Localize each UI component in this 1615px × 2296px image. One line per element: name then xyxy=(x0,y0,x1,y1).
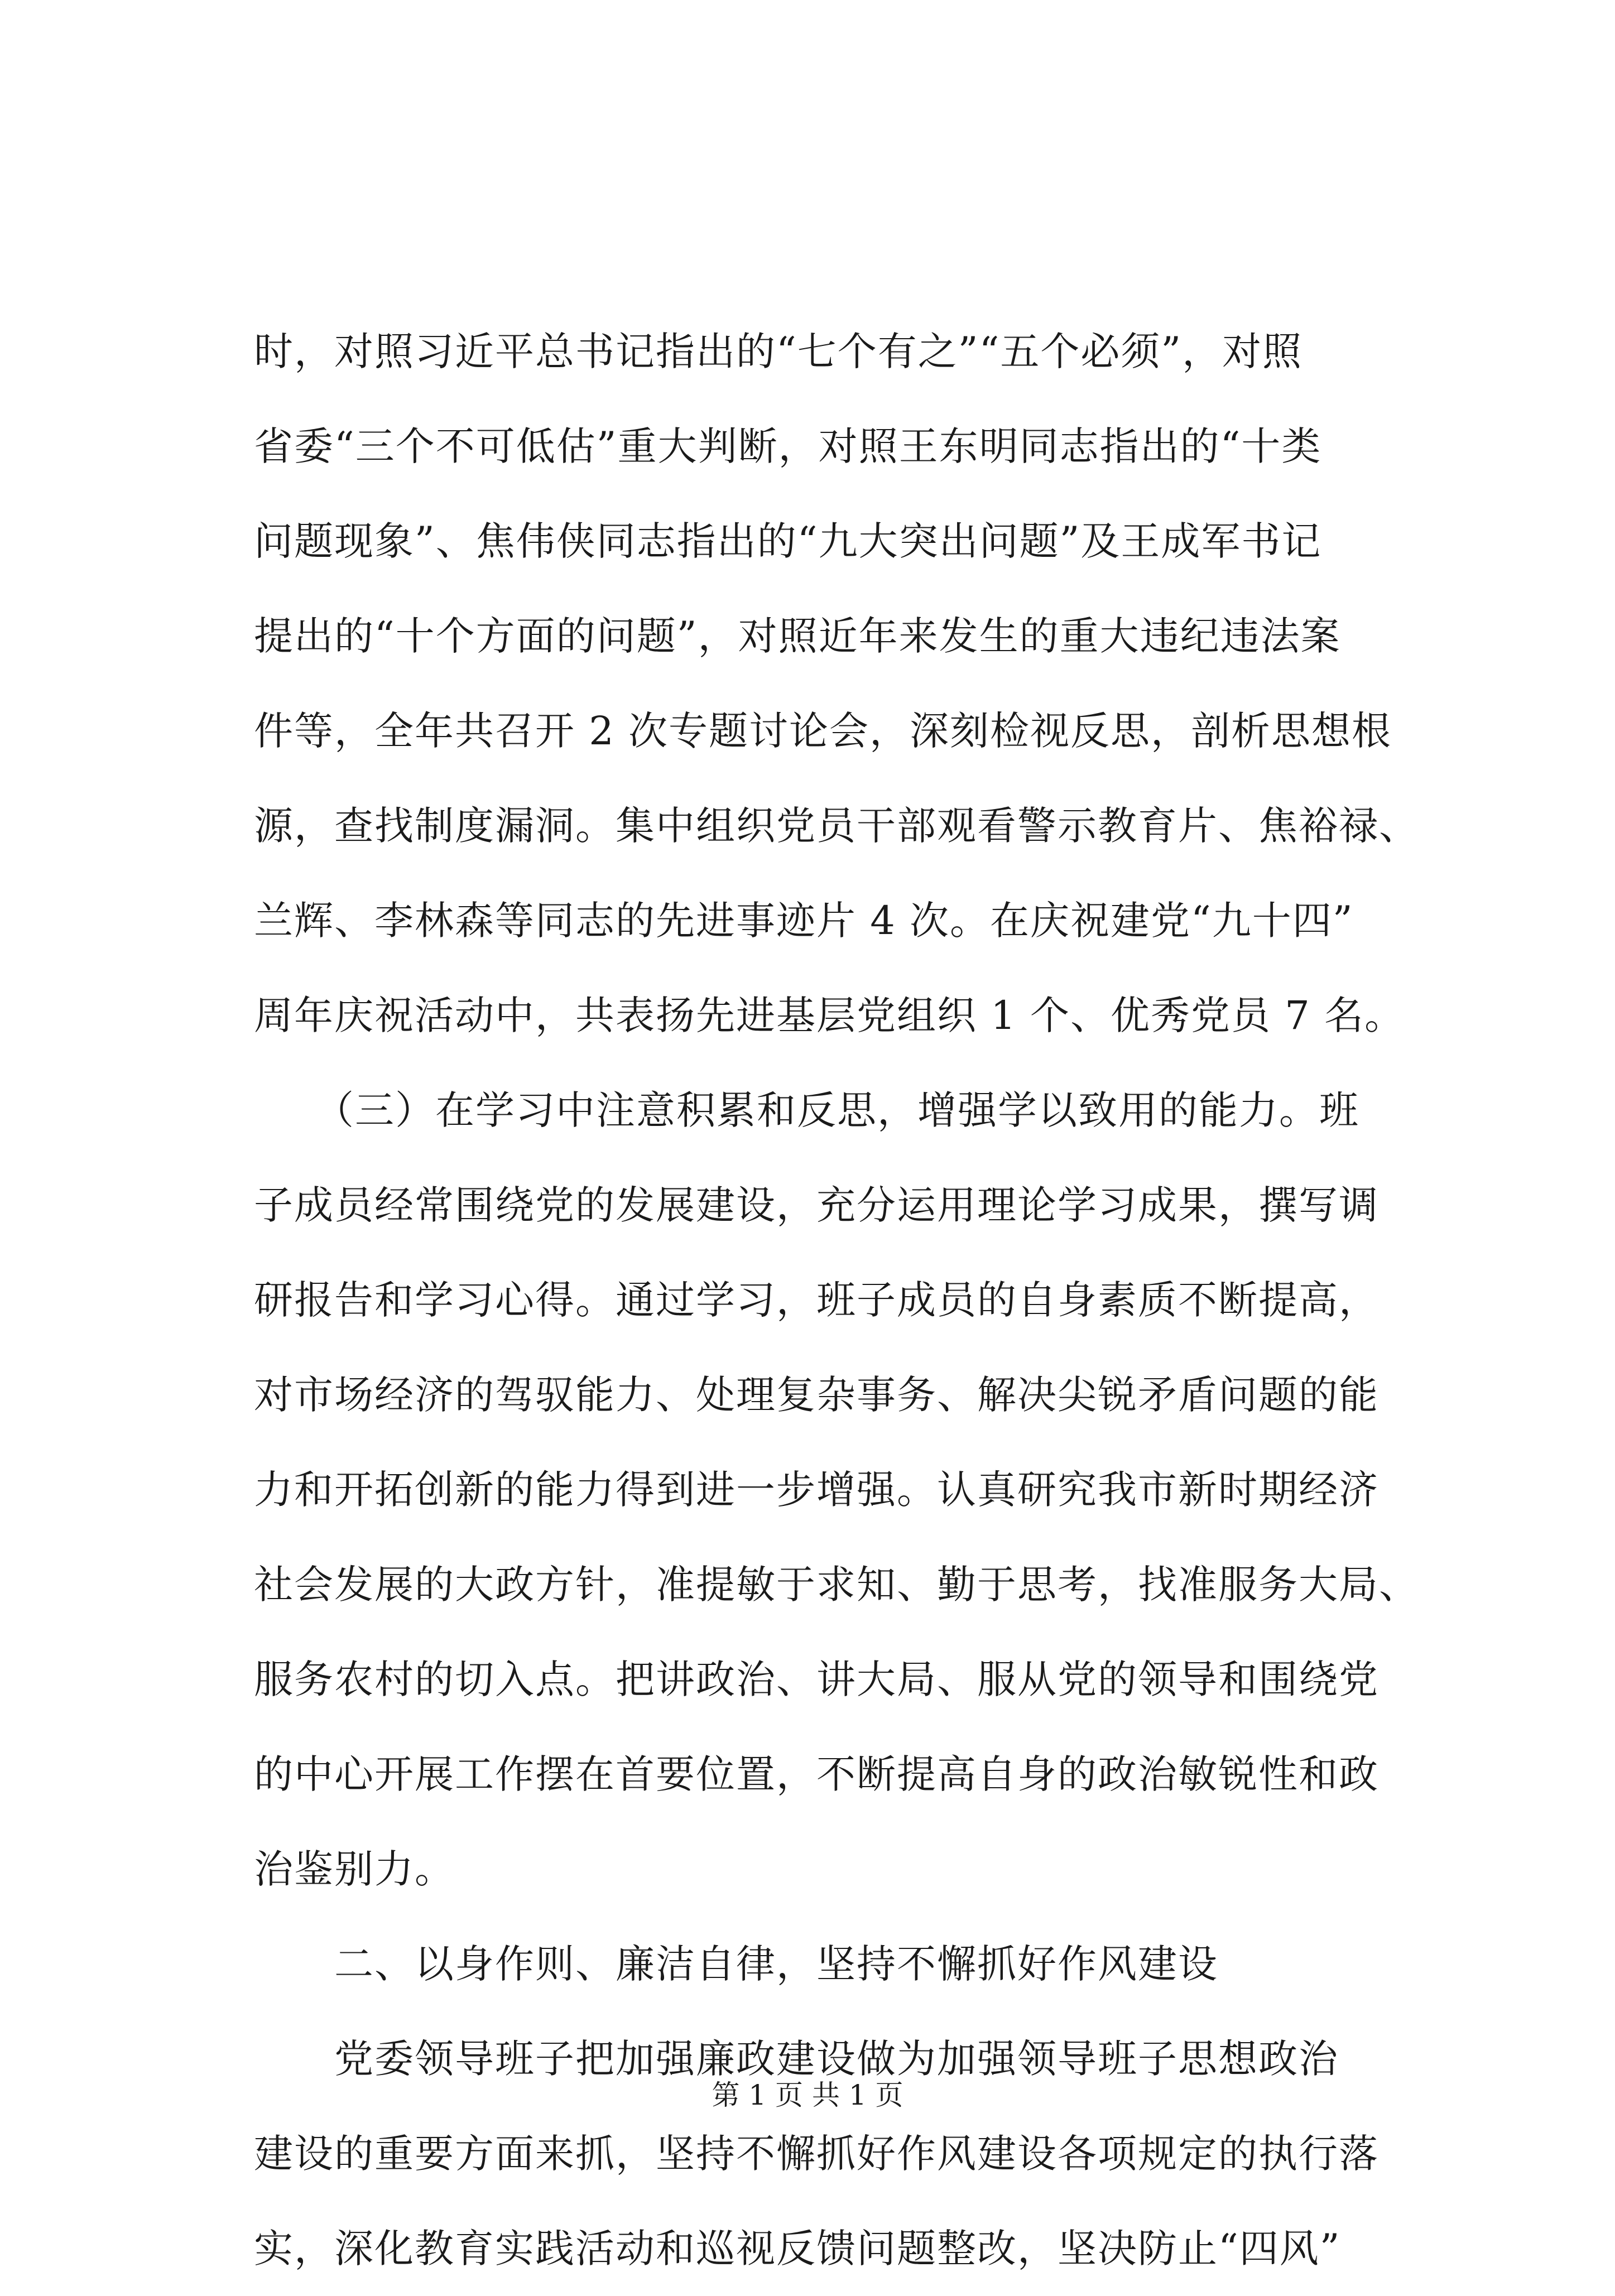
text-line: 社会发展的大政方针，准提敏于求知、勤于思考，找准服务大局、 xyxy=(254,1562,1419,1607)
text-line: 力和开拓创新的能力得到进一步增强。认真研究我市新时期经济 xyxy=(254,1467,1379,1513)
text-line: 实，深化教育实践活动和巡视反馈问题整改，坚决防止“四风” xyxy=(254,2226,1341,2271)
text-line: 源，查找制度漏洞。集中组织党员干部观看警示教育片、焦裕禄、 xyxy=(254,803,1419,849)
text-line: 治鉴别力。 xyxy=(254,1846,455,1892)
text-line: 省委“三个不可低估”重大判断，对照王东明同志指出的“十类 xyxy=(254,423,1322,469)
text-line: 党委领导班子把加强廉政建设做为加强领导班子思想政治 xyxy=(254,2036,1339,2082)
text-line: 的中心开展工作摆在首要位置，不断提高自身的政治敏锐性和政 xyxy=(254,1751,1379,1797)
text-line: 兰辉、李林森等同志的先进事迹片 4 次。在庆祝建党“九十四” xyxy=(254,898,1354,944)
section-heading: 二、以身作则、廉洁自律，坚持不懈抓好作风建设 xyxy=(254,1941,1218,1987)
text-line: 子成员经常围绕党的发展建设，充分运用理论学习成果，撰写调 xyxy=(254,1182,1379,1228)
text-line: 建设的重要方面来抓，坚持不懈抓好作风建设各项规定的执行落 xyxy=(254,2131,1379,2177)
text-line: 问题现象”、焦伟侠同志指出的“九大突出问题”及王成军书记 xyxy=(254,518,1322,564)
text-line: 件等，全年共召开 2 次专题讨论会，深刻检视反思，剖析思想根 xyxy=(254,708,1392,754)
text-line: 提出的“十个方面的问题”，对照近年来发生的重大违纪违法案 xyxy=(254,613,1341,659)
page-number-footer: 第 1 页 共 1 页 xyxy=(712,2079,903,2111)
text-line: 时，对照习近平总书记指出的“七个有之”“五个必须”，对照 xyxy=(254,329,1303,374)
paragraph-heading-line: （三）在学习中注意积累和反思，增强学以致用的能力。班 xyxy=(254,1087,1359,1133)
text-line: 服务农村的切入点。把讲政治、讲大局、服从党的领导和围绕党 xyxy=(254,1657,1379,1702)
text-line: 对市场经济的驾驭能力、处理复杂事务、解决尖锐矛盾问题的能 xyxy=(254,1372,1379,1418)
text-line: 研报告和学习心得。通过学习，班子成员的自身素质不断提高， xyxy=(254,1277,1379,1323)
text-line: 周年庆祝活动中，共表扬先进基层党组织 1 个、优秀党员 7 名。 xyxy=(254,993,1405,1038)
body-text xyxy=(254,304,1426,2296)
